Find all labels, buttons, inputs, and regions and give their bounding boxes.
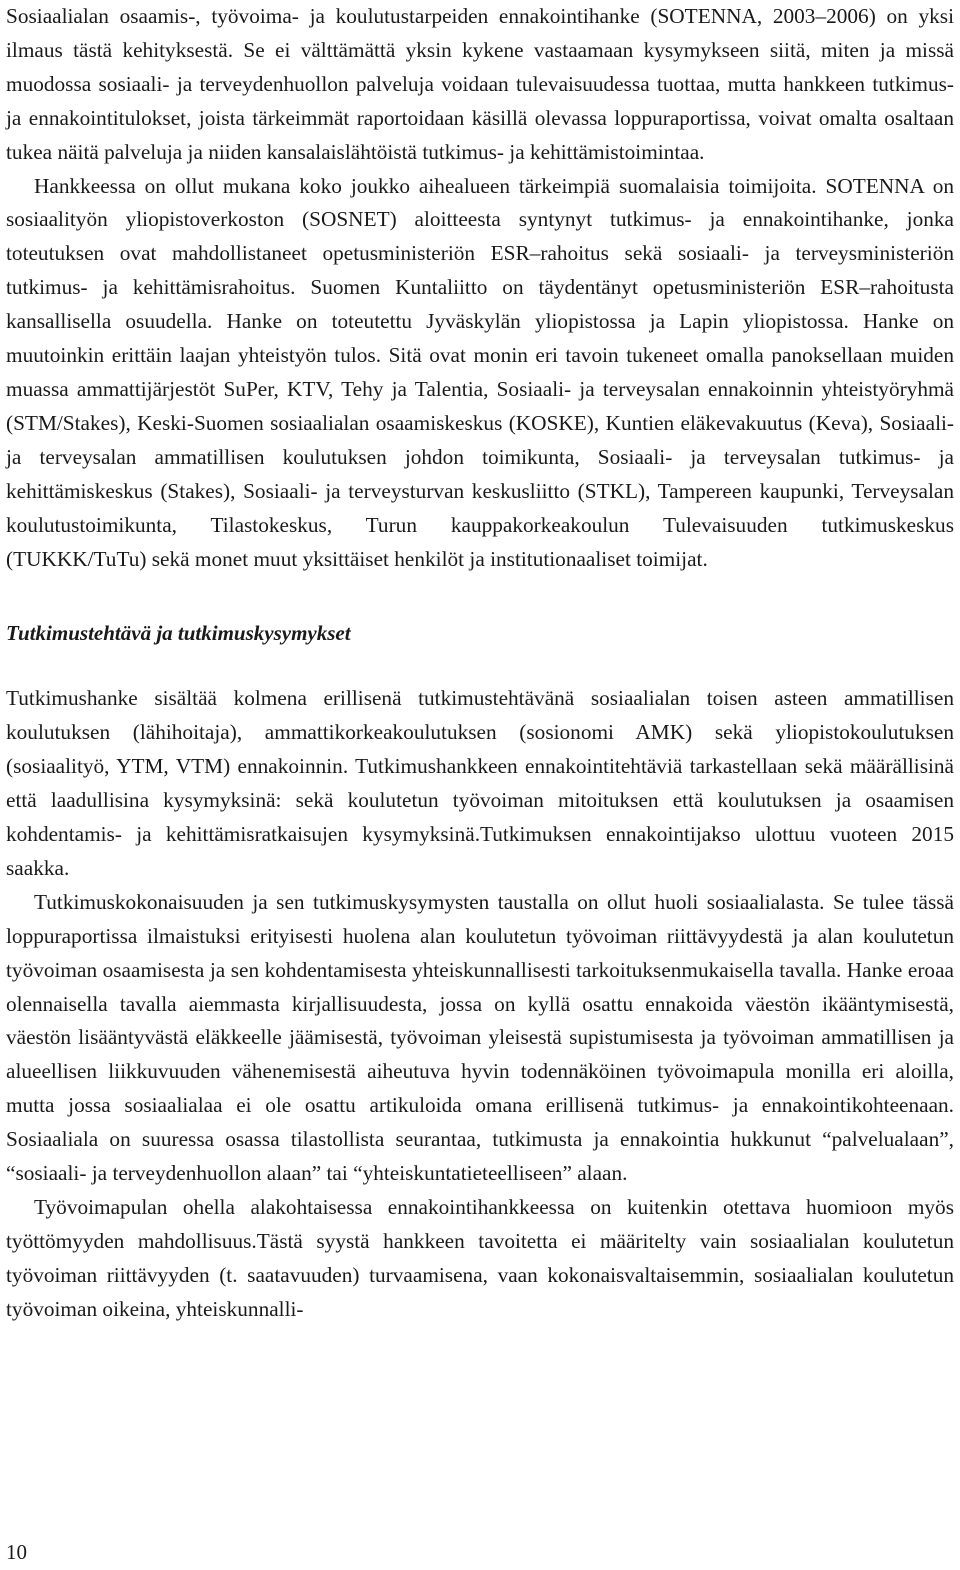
- paragraph-intro: Sosiaalialan osaamis-, työvoima- ja koulutustarpeiden ennakointihanke (SOTENNA, 2003–2006) on yksi ilmaus tästä kehityksestä. Se ei välttämättä yksin kykene vastaamaan kysymykseen siitä, miten ja missä muodossa sosiaali- ja terveydenhuollon palveluja voidaan tulevaisuudessa tuottaa, mutta hankkeen tutkimus- ja ennakointitulokset, joista tärkeimmät raportoidaan käsillä olevassa loppuraportissa, voivat omalta osaltaan tukea näitä palveluja ja niiden kansalaislähtöistä tutkimus- ja kehittämistoimintaa.: [6, 4, 954, 164]
- paragraph-background: Tutkimuskokonaisuuden ja sen tutkimuskysymysten taustalla on ollut huoli sosiaalialasta. Se tulee tässä loppuraportissa ilmaistuksi erityisesti huolena alan koulutetun työvoiman riittävyydestä ja alan koulutetun työvoiman osaamisesta ja sen kohdentamisesta yhteiskunnallisesti tarkoituksenmukaisella tavalla. Hanke eroaa olennaisella tavalla aiemmasta kirjallisuudesta, jossa on kyllä osattu ennakoida väestön ikääntymisestä, väestön lisääntyvästä eläkkeelle jäämisestä, työvoiman yleisestä supistumisesta ja työvoiman ammatillisen ja alueellisen liikkuvuuden vähenemisestä aiheutuva hyvin todennäköinen työvoimapula monilla eri aloilla, mutta jossa sosiaalialaa ei ole osattu artikuloida omana erillisenä tutkimus- ja ennakointikohteenaan. Sosiaaliala on suuressa osassa tilastollista seurantaa, tutkimusta ja ennakointia hukkunut “palvelualaan”, “sosiaali- ja terveydenhuollon alaan” tai “yhteiskuntatieteelliseen” alaan.: [6, 889, 954, 1186]
- page-body: [6, 0, 954, 1327]
- paragraph-research-tasks: Tutkimushanke sisältää kolmena erillisenä tutkimustehtävänä sosiaalialan toisen asteen ammatillisen koulutuksen (lähihoitaja), ammattikorkeakoulutuksen (sosionomi AMK) sekä yliopistokoulutuksen (sosiaalityö, YTM, VTM) ennakoinnin. Tutkimushankkeen ennakointitehtäviä tarkastellaan sekä määrällisinä että laadullisina kysymyksinä: sekä koulutetun työvoiman mitoituksen että koulutuksen ja osaamisen kohdentamis- ja kehittämisratkaisujen kysymyksinä.Tutkimuksen ennakointijakso ulottuu vuoteen 2015 saakka.: [6, 686, 954, 880]
- paragraph-partners: Hankkeessa on ollut mukana koko joukko aihealueen tärkeimpiä suomalaisia toimijoita. SOTENNA on sosiaalityön yliopistoverkoston (SOSNET) aloitteesta syntynyt tutkimus- ja ennakointihanke, jonka toteutuksen ovat mahdollistaneet opetusministeriön ESR–rahoitus sekä sosiaali- ja terveysministeriön tutkimus- ja kehittämisrahoitus. Suomen Kuntaliitto on täydentänyt opetusministeriön ESR–rahoitusta kansallisella osuudella. Hanke on toteutettu Jyväskylän yliopistossa ja Lapin yliopistossa. Hanke on muutoinkin erittäin laajan yhteistyön tulos. Sitä ovat monin eri tavoin tukeneet omalla panoksellaan muiden muassa ammattijärjestöt SuPer, KTV, Tehy ja Talentia, Sosiaali- ja terveysalan ennakoinnin yhteistyöryhmä (STM/Stakes), Keski-Suomen sosiaalialan osaamiskeskus (KOSKE), Kuntien eläkevakuutus (Keva), Sosiaali- ja terveysalan ammatillisen koulutuksen johdon toimikunta, Sosiaali- ja terveysalan tutkimus- ja kehittämiskeskus (Stakes), Sosiaali- ja terveysturvan keskusliitto (STKL), Tampereen kaupunki, Terveysalan koulutustoimikunta, Tilastokeskus, Turun kauppakorkeakoulun Tulevaisuuden tutkimuskeskus (TUKKK/TuTu) sekä monet muut yksittäiset henkilöt ja institutionaaliset toimijat.: [6, 173, 954, 571]
- page-number: 10: [6, 1540, 27, 1564]
- section-heading: Tutkimustehtävä ja tutkimuskysymykset: [6, 621, 351, 646]
- paragraph-unemployment: Työvoimapulan ohella alakohtaisessa ennakointihankkeessa on kuitenkin otettava huomioon myös työttömyyden mahdollisuus.Tästä syystä hankkeen tavoitetta ei määritelty vain sosiaalialan koulutetun työvoiman riittävyyden (t. saatavuuden) turvaamisena, vaan kokonaisvaltaisemmin, sosiaalialan koulutetun työvoiman oikeina, yhteiskunnalli-: [6, 1195, 954, 1321]
